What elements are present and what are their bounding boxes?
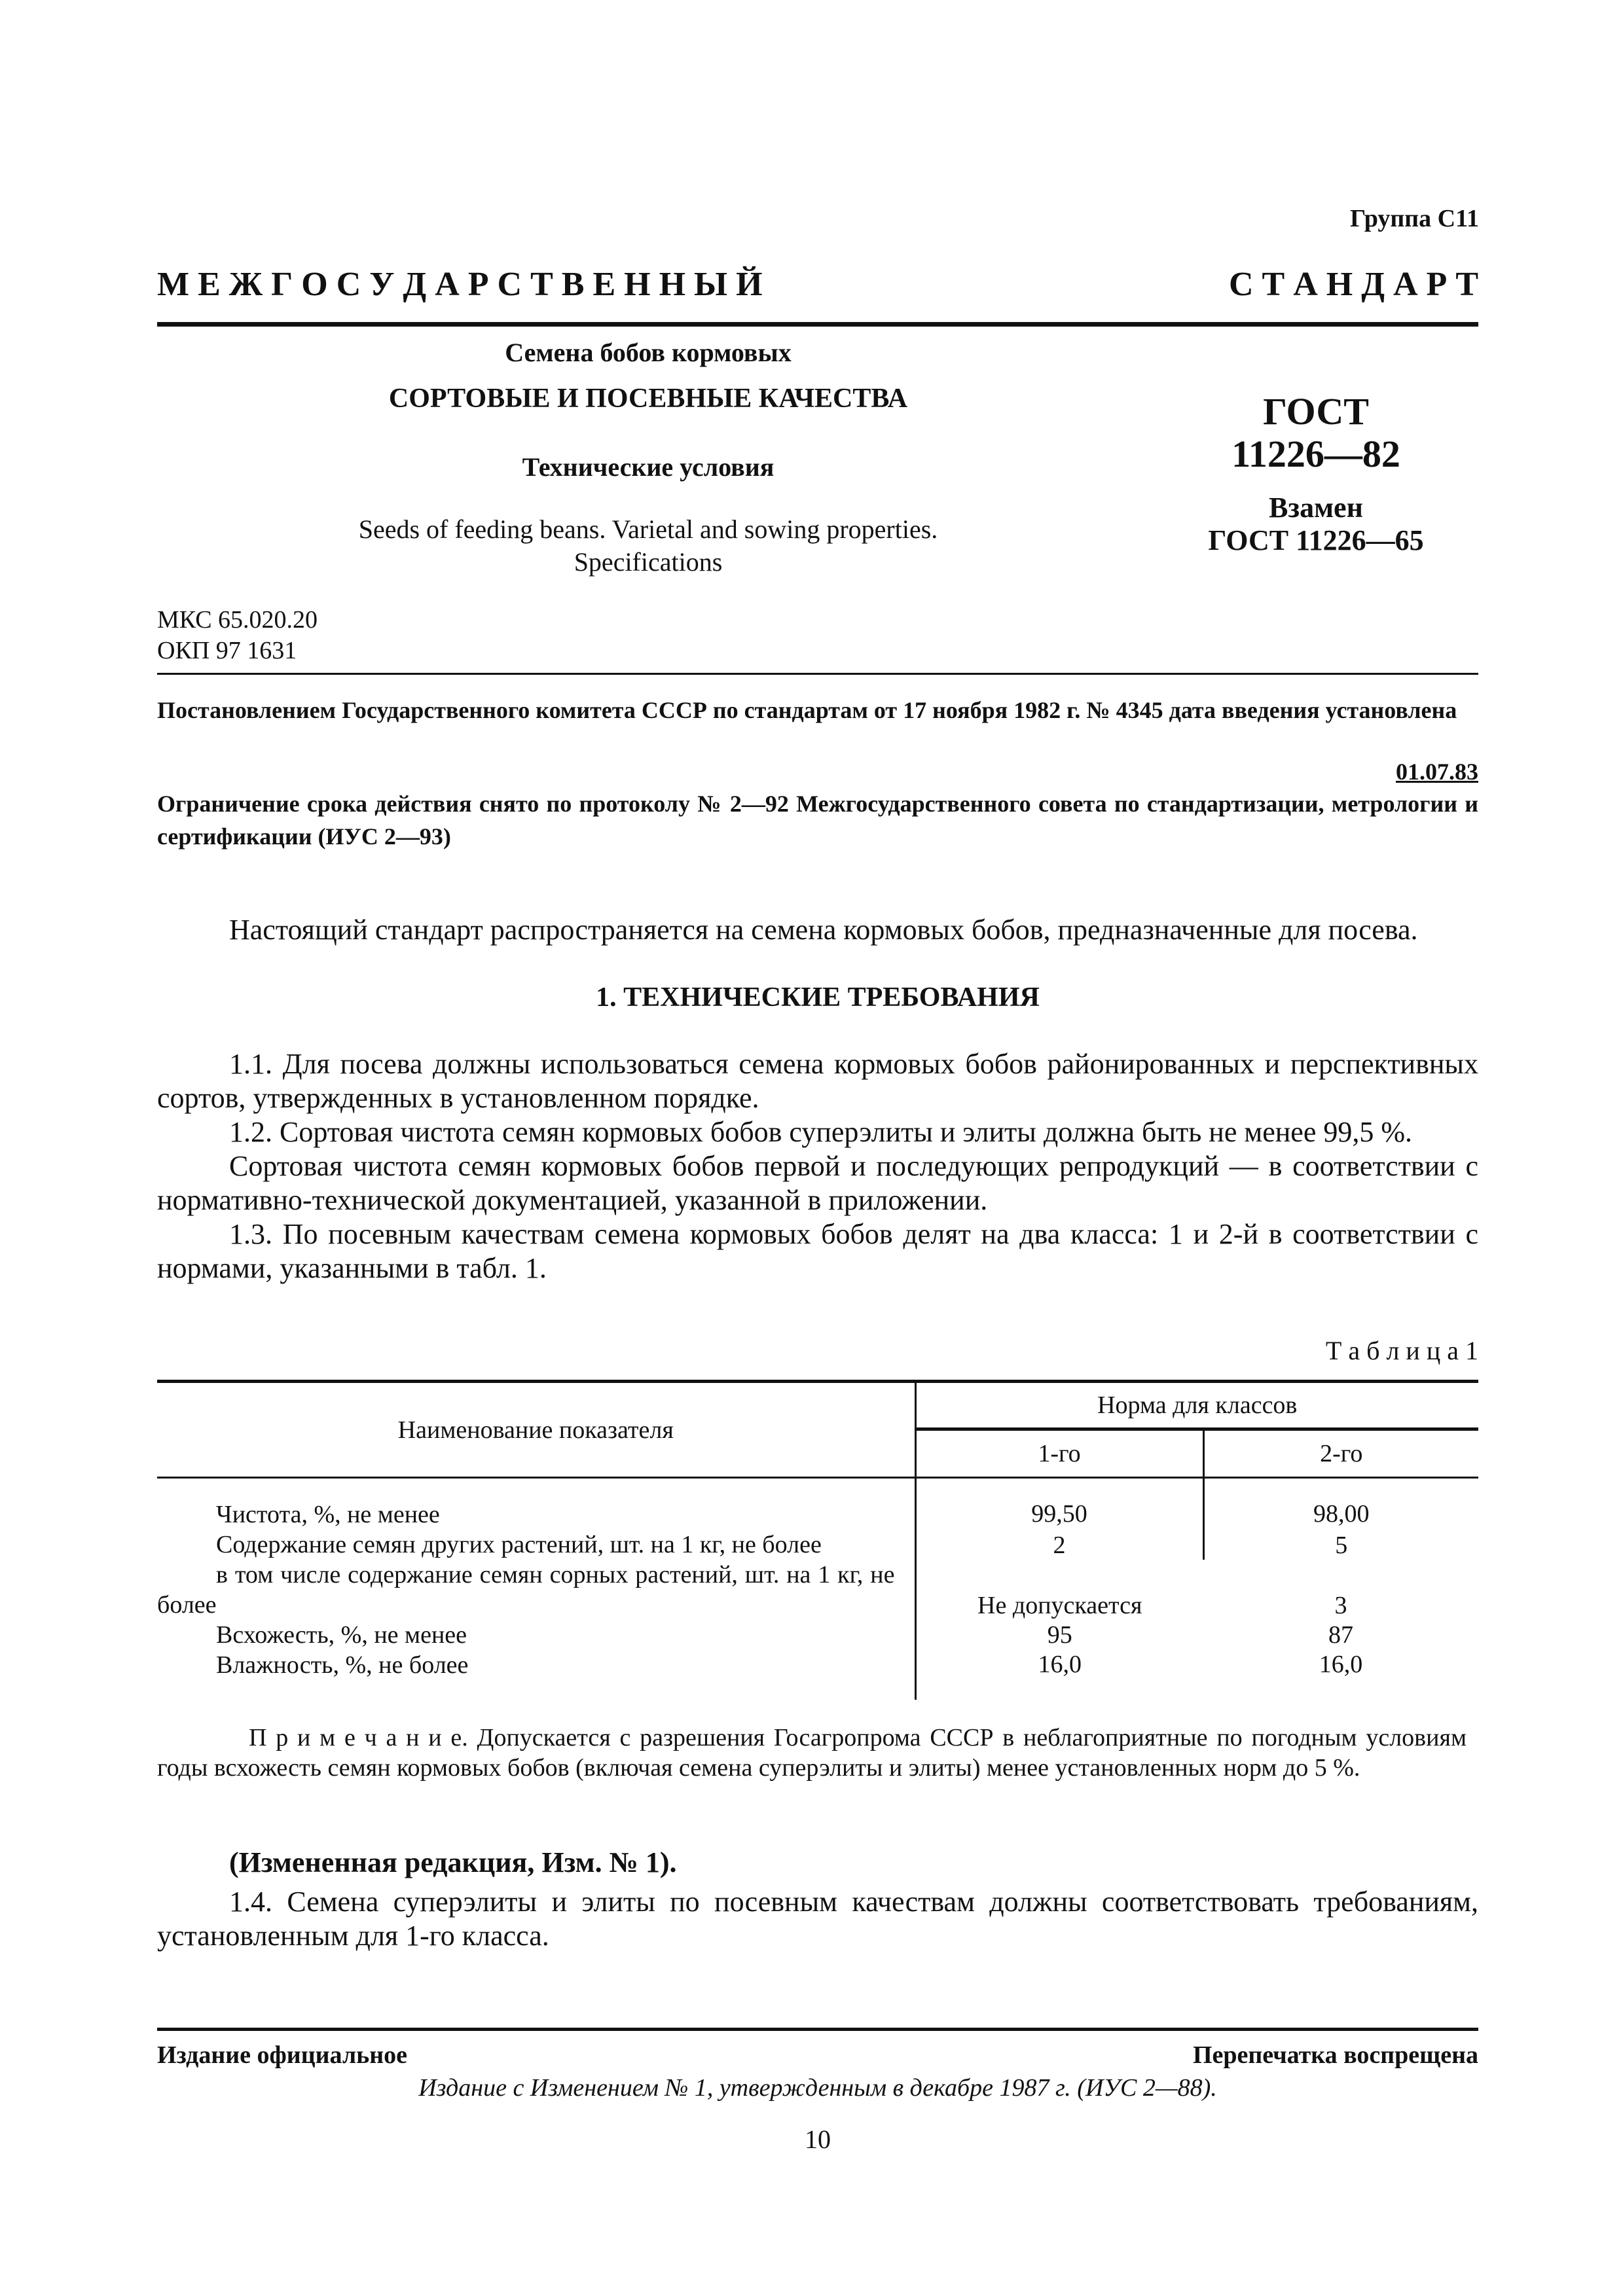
decree-text: Постановлением Государственного комитета СССР по стандартам от 17 ноября 1982 г. № 4345 дата введения установлена: [157, 697, 1457, 723]
banner-right: С Т А Н Д А Р Т: [1228, 266, 1478, 303]
footer-rule: [157, 2028, 1478, 2031]
intro-paragraph: Настоящий стандарт распространяется на семена кормовых бобов, предназначенные для посева.: [229, 914, 1418, 946]
header-class1: 1-го: [915, 1429, 1203, 1478]
paragraph-1-3: 1.3. По посевным качествам семена кормовых бобов делят на два класса: 1 и 2-й в соответствии с нормами, указанными в табл. 1.: [157, 1218, 1478, 1284]
decree-limit: Ограничение срока действия снято по протоколу № 2—92 Межгосударственного совета по стандартизации, метрологии и сертификации (ИУС 2—93): [157, 791, 1478, 850]
banner-left: М Е Ж Г О С У Д А Р С Т В Е Н Н Ы Й: [157, 266, 763, 303]
table-note: [157, 1723, 1467, 1783]
footer-right: Перепечатка воспрещена: [1192, 2041, 1478, 2069]
note-label: П р и м е ч а н и е.: [249, 1724, 468, 1751]
row-name: Чистота, %, не менее: [216, 1501, 440, 1528]
row-class1: 16,0: [915, 1650, 1203, 1700]
decree-date: 01.07.83: [1396, 759, 1478, 785]
table-header-row: [157, 1382, 1478, 1429]
gost-label: ГОСТ: [1263, 390, 1369, 433]
section-title: 1. ТЕХНИЧЕСКИЕ ТРЕБОВАНИЯ: [596, 982, 1040, 1013]
gost-number: 11226—82: [1231, 433, 1400, 475]
table-row: [157, 1650, 1478, 1700]
row-class1: 99,50: [915, 1478, 1203, 1530]
row-class2: 87: [1328, 1621, 1353, 1649]
standard-banner: [157, 265, 1478, 304]
table-caption: Т а б л и ц а 1: [1325, 1336, 1478, 1365]
okp-code: ОКП 97 1631: [157, 637, 297, 664]
row-class2: 5: [1203, 1530, 1478, 1560]
row-class1: Не допускается: [915, 1560, 1203, 1620]
row-name: Всхожесть, %, не менее: [216, 1621, 467, 1649]
row-name: в том числе содержание семян сорных растений, шт. на 1 кг, не более: [157, 1561, 895, 1619]
note-text: Допускается с разрешения Госагропрома СССР в неблагоприятные по погодным условиям годы всхожесть семян кормовых бобов (включая семена суперэлиты и элиты) менее установленных норм до 5 %.: [157, 1724, 1467, 1782]
row-class2: 3: [1334, 1592, 1347, 1619]
title-english1: Seeds of feeding beans. Varietal and sowing properties.: [358, 514, 938, 544]
table-row: [157, 1478, 1478, 1530]
paragraph-1-2b: Сортовая чистота семян кормовых бобов первой и последующих репродукций — в соответствии с нормативно-технической документацией, указанной в приложении.: [157, 1150, 1478, 1216]
header-class2: 2-го: [1203, 1429, 1478, 1478]
footer-left: Издание официальное: [157, 2041, 408, 2069]
footer-edition: Издание с Изменением № 1, утвержденным в декабре 1987 г. (ИУС 2—88).: [418, 2074, 1217, 2102]
group-code: Группа С11: [1349, 205, 1479, 232]
gost-old: ГОСТ 11226—65: [1208, 524, 1424, 556]
title-line3: Технические условия: [522, 452, 775, 482]
norms-table: [157, 1380, 1478, 1700]
header-name: Наименование показателя: [397, 1416, 674, 1444]
paragraph-1-2: 1.2. Сортовая чистота семян кормовых бобов суперэлиты и элиты должна быть не менее 99,5 %.: [229, 1116, 1413, 1148]
title-line1: Семена бобов кормовых: [505, 338, 792, 367]
row-class1: 95: [915, 1620, 1203, 1650]
table-row: [157, 1560, 1478, 1620]
row-class2: 16,0: [1319, 1651, 1363, 1678]
mks-code: МКС 65.020.20: [157, 606, 318, 634]
title-line2: СОРТОВЫЕ И ПОСЕВНЫЕ КАЧЕСТВА: [388, 384, 908, 414]
row-class2: 98,00: [1203, 1478, 1478, 1530]
codes-rule: [157, 673, 1478, 675]
paragraph-1-4: 1.4. Семена суперэлиты и элиты по посевным качествам должны соответствовать требованиям, установленным для 1-го класса.: [157, 1886, 1478, 1952]
row-name: Содержание семян других растений, шт. на 1 кг, не более: [216, 1531, 822, 1558]
table-row: [157, 1530, 1478, 1560]
table-row: [157, 1620, 1478, 1650]
paragraph-1-1: 1.1. Для посева должны использоваться семена кормовых бобов районированных и перспективных сортов, утвержденных в установленном порядке.: [157, 1048, 1478, 1114]
header-rule: [157, 322, 1478, 327]
gost-replaces: Взамен: [1269, 492, 1363, 524]
amended-note: (Измененная редакция, Изм. № 1).: [229, 1846, 677, 1878]
row-class1: 2: [915, 1530, 1203, 1560]
title-english2: Specifications: [574, 547, 723, 577]
page-number: 10: [805, 2125, 831, 2154]
row-name: Влажность, %, не более: [216, 1651, 469, 1679]
header-norm: Норма для классов: [915, 1382, 1478, 1429]
